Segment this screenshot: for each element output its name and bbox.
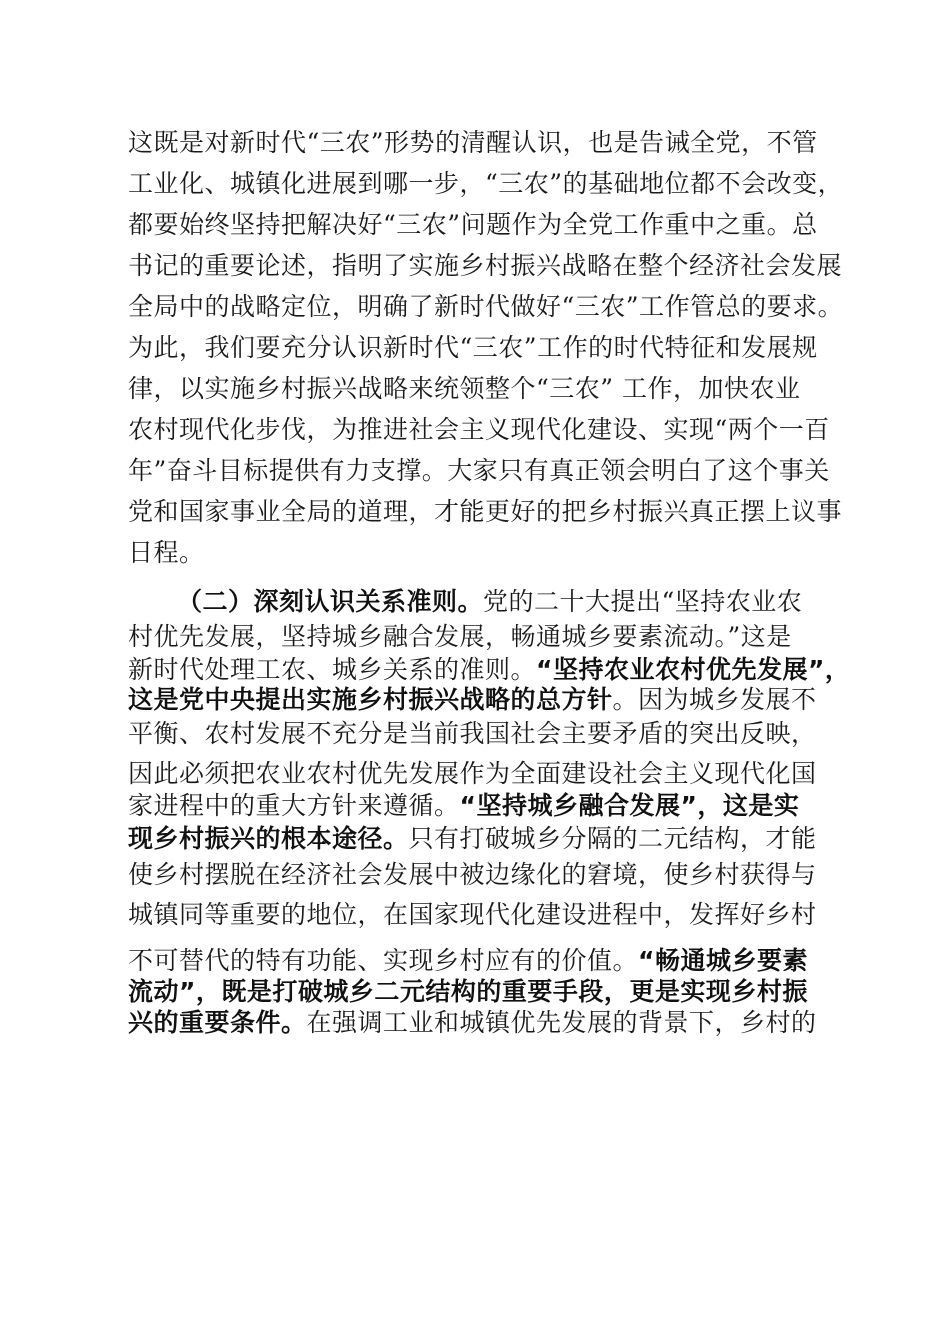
- p2-line-8-bold: 现乡村振兴的根本途径。: [128, 824, 409, 853]
- p2-line-3: [128, 653, 850, 687]
- p2-line-8: [128, 822, 817, 856]
- p2-line-6: 因此必须把农业农村优先发展作为全面建设社会主义现代化国: [128, 759, 817, 788]
- p2-line-3-bold: “坚持农业农村优先发展”，: [536, 655, 851, 684]
- p2-line-13-text: 在强调工业和城镇优先发展的背景下，乡村的: [306, 1008, 817, 1037]
- p2-line-2: 村优先发展，坚持城乡融合发展，畅通城乡要素流动。”这是: [128, 622, 792, 651]
- p2-line-12-bold: 流动”，既是打破城乡二元结构的重要手段，更是实现乡村振: [128, 977, 808, 1006]
- p1-line-11: 日程。: [128, 538, 205, 567]
- p2-line-1: [177, 585, 802, 619]
- p2-line-4-bold: 这是党中央提出实施乡村振兴战略的总方针: [128, 685, 613, 714]
- p1-line-9: 年”奋斗目标提供有力支撑。大家只有真正领会明白了这个事关: [128, 456, 830, 485]
- p1-line-8: 农村现代化步伐，为推进社会主义现代化建设、实现“两个一百: [128, 415, 830, 444]
- p2-line-13: [128, 1006, 817, 1040]
- p2-line-4: [128, 683, 817, 717]
- p2-line-11-text: 不可替代的特有功能、实现乡村应有的价值。: [128, 946, 639, 975]
- p2-line-11-bold: “畅通城乡要素: [638, 946, 808, 975]
- p2-line-7: [128, 789, 799, 823]
- p2-line-4-text: 。因为城乡发展不: [612, 685, 817, 714]
- p2-line-11: [128, 944, 808, 978]
- p1-line-3: 都要始终坚持把解决好“三农”问题作为全党工作重中之重。总: [128, 210, 818, 239]
- p1-line-5: 全局中的战略定位，明确了新时代做好“三农”工作管总的要求。: [128, 292, 844, 321]
- p2-line-3-text: 新时代处理工农、城乡关系的准则。: [128, 655, 537, 684]
- p1-line-4: 书记的重要论述，指明了实施乡村振兴战略在整个经济社会发展: [128, 251, 843, 280]
- p1-line-6: 为此，我们要充分认识新时代“三农”工作的时代特征和发展规: [128, 333, 818, 362]
- p2-line-13-bold: 兴的重要条件。: [128, 1008, 307, 1037]
- p2-line-7-text: 家进程中的重大方针来遵循。: [128, 791, 460, 820]
- p1-line-2: 工业化、城镇化进展到哪一步，“三农”的基础地位都不会改变，: [128, 169, 844, 198]
- p1-line-7: 律，以实施乡村振兴战略来统领整个“三农” 工作，加快农业: [128, 374, 801, 403]
- p2-line-5: 平衡、农村发展不充分是当前我国社会主要矛盾的突出反映，: [128, 719, 817, 748]
- p2-line-7-bold: “坚持城乡融合发展”，这是实: [459, 791, 800, 820]
- p1-line-10: 党和国家事业全局的道理，才能更好的把乡村振兴真正摆上议事: [128, 497, 843, 526]
- p2-line-10: 城镇同等重要的地位，在国家现代化建设进程中，发挥好乡村: [128, 900, 817, 929]
- p1-line-1: 这既是对新时代“三农”形势的清醒认识，也是告诫全党，不管: [128, 128, 818, 157]
- p2-line-8-text: 只有打破城乡分隔的二元结构，才能: [408, 824, 817, 853]
- section-heading: （二）深刻认识关系准则。: [177, 587, 484, 616]
- p2-line-12: [128, 975, 808, 1009]
- p2-line-1-text: 党的二十大提出“坚持农业农: [483, 587, 803, 616]
- p2-line-9: 使乡村摆脱在经济社会发展中被边缘化的窘境，使乡村获得与: [128, 860, 817, 889]
